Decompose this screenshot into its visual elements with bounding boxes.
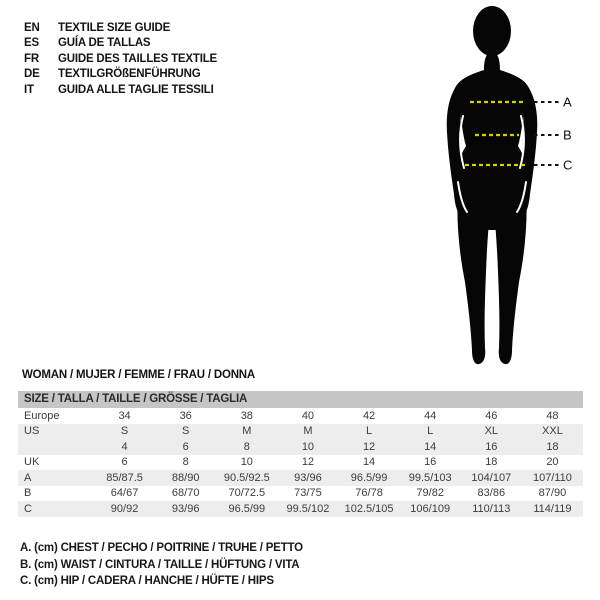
table-cell: S (120, 425, 129, 438)
table-cell: 68/70 (171, 487, 200, 500)
table-cell: 114/119 (533, 502, 572, 515)
table-cell: 12 (362, 440, 376, 453)
table-cell: 106/109 (410, 502, 451, 515)
table-cell: 8 (182, 456, 189, 469)
language-title: TEXTILE SIZE GUIDE (58, 21, 171, 34)
silhouette-left-leg (457, 190, 491, 364)
table-row (18, 486, 583, 502)
table-cell: XXL (542, 425, 563, 438)
woman-silhouette (447, 6, 537, 364)
table-row-label: Europe (24, 409, 60, 422)
table-cell: M (303, 425, 313, 438)
language-title: GUÍA DE TALLAS (58, 37, 151, 50)
table-cell: 90/92 (110, 502, 139, 515)
table-row (18, 470, 583, 486)
table-cell: L (427, 425, 434, 438)
language-title: TEXTILGRÖßENFÜHRUNG (58, 68, 201, 81)
table-cell: 99.5/103 (408, 471, 452, 484)
table-cell: 6 (121, 456, 128, 469)
table-cell: 64/67 (110, 487, 139, 500)
table-cell: S (182, 425, 190, 438)
table-cell: 104/107 (471, 471, 512, 484)
table-cell: 40 (301, 409, 315, 422)
table-cell: 10 (301, 440, 315, 453)
table-row (18, 408, 583, 424)
table-cell: 8 (243, 440, 250, 453)
table-cell: 42 (362, 409, 376, 422)
table-cell: 110/113 (472, 502, 511, 515)
language-list (24, 20, 217, 98)
table-cell: 46 (485, 409, 498, 422)
table-cell: 14 (424, 440, 437, 453)
table-cell: L (366, 425, 373, 438)
silhouette-head (473, 6, 511, 56)
table-cell: 4 (121, 440, 128, 453)
table-row (18, 439, 583, 455)
table-cell: 99.5/102 (286, 502, 330, 515)
measurement-labels (563, 95, 572, 173)
table-row (18, 455, 583, 471)
language-code: IT (24, 83, 34, 96)
table-cell: 73/75 (294, 487, 322, 500)
language-code: FR (24, 52, 39, 65)
table-cell: 20 (546, 456, 559, 469)
table-row-label: C (24, 502, 32, 515)
marker-label-chest: A (563, 94, 572, 110)
table-row-label: B (24, 487, 32, 500)
table-cell: 6 (182, 440, 189, 453)
silhouette-right-leg (493, 190, 527, 364)
language-title: GUIDE DES TAILLES TEXTILE (58, 52, 217, 65)
table-cell: 85/87.5 (106, 471, 143, 484)
table-cell: 102.5/105 (344, 502, 394, 515)
language-code: ES (24, 37, 39, 50)
table-header: SIZE / TALLA / TAILLE / GRÖSSE / TAGLIA (18, 391, 583, 408)
table-cell: 88/90 (171, 471, 200, 484)
measurement-note: A. (cm) CHEST / PECHO / POITRINE / TRUHE / PETTO (20, 542, 303, 554)
table-cell: 38 (240, 409, 253, 422)
language-row (24, 36, 217, 52)
table-cell: 107/110 (532, 471, 572, 484)
table-row (18, 424, 583, 440)
table-cell: 34 (118, 409, 131, 422)
marker-label-hip: C (563, 157, 573, 173)
language-row (24, 51, 217, 67)
marker-label-waist: B (563, 127, 572, 143)
table-cell: XL (484, 425, 499, 438)
language-code: DE (24, 68, 40, 81)
table-cell: 96.5/99 (350, 471, 388, 484)
table-cell: 18 (546, 440, 559, 453)
table-cell: 36 (179, 409, 192, 422)
table-cell: 14 (362, 456, 376, 469)
table-cell: 16 (424, 456, 437, 469)
table-cell: 87/90 (538, 487, 567, 500)
table-cell: 83/86 (477, 487, 506, 500)
language-row (24, 82, 217, 98)
language-row (24, 67, 217, 83)
table-cell: 12 (301, 456, 315, 469)
table-cell: 79/82 (416, 487, 444, 500)
section-title-woman: WOMAN / MUJER / FEMME / FRAU / DONNA (22, 369, 256, 381)
table-cell: 93/96 (171, 502, 200, 515)
measurement-notes (20, 542, 303, 592)
table-cell: 48 (546, 409, 559, 422)
table-cell: 44 (424, 409, 437, 422)
table-cell: 16 (485, 440, 498, 453)
table-row-label: A (24, 471, 32, 484)
table-cell: 18 (485, 456, 498, 469)
table-row (18, 501, 583, 517)
measurement-note: B. (cm) WAIST / CINTURA / TAILLE / HÜFTUNG / VITA (20, 558, 300, 571)
table-cell: 10 (240, 456, 253, 469)
table-cell: 93/96 (294, 471, 322, 484)
table-body (18, 408, 583, 517)
language-title: GUIDA ALLE TAGLIE TESSILI (58, 83, 214, 96)
table-row-label: UK (24, 456, 40, 469)
table-cell: 76/78 (355, 487, 383, 500)
table-row-label: US (24, 425, 40, 438)
table-cell: 90.5/92.5 (223, 471, 270, 484)
language-code: EN (24, 21, 40, 34)
table-cell: 70/72.5 (228, 487, 266, 500)
measurement-note: C. (cm) HIP / CADERA / HANCHE / HÜFTE / HIPS (20, 575, 274, 587)
language-row (24, 20, 217, 36)
size-table (18, 391, 583, 517)
table-cell: M (242, 425, 252, 438)
woman-figure (422, 4, 592, 369)
table-cell: 96.5/99 (228, 502, 266, 515)
